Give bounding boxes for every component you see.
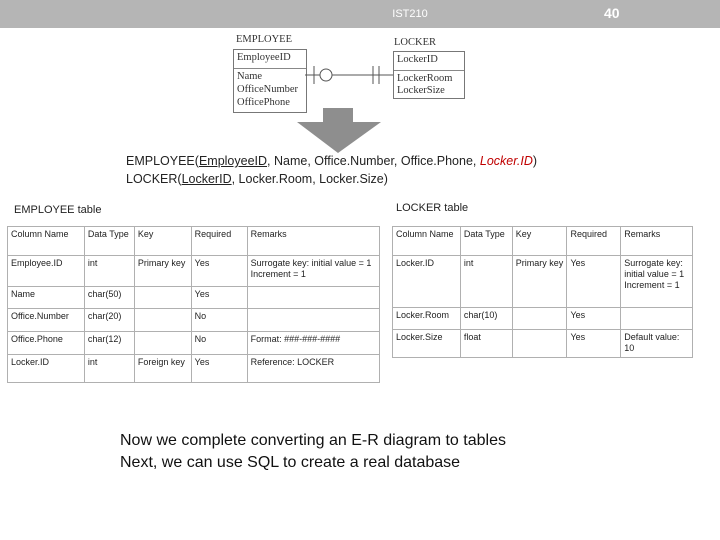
table-header-cell: Remarks [247, 227, 379, 256]
table-cell: char(20) [84, 309, 134, 332]
table-cell: float [460, 330, 512, 358]
locker-entity-key: LockerID [397, 54, 438, 65]
table-cell: Office.Number [8, 309, 85, 332]
table-cell: Employee.ID [8, 256, 85, 287]
course-code: IST210 [392, 8, 428, 20]
employee-relation [126, 154, 537, 168]
table-row [8, 355, 380, 383]
employee-table-caption: EMPLOYEE table [14, 204, 102, 216]
table-cell: Yes [191, 355, 247, 383]
table-cell [134, 309, 191, 332]
table-header-cell: Required [567, 227, 621, 256]
employee-relation-name: EMPLOYEE( [126, 154, 199, 168]
table-row [393, 256, 693, 308]
table-cell: Locker.Size [393, 330, 461, 358]
table-header-cell: Key [134, 227, 191, 256]
table-cell: Locker.Room [393, 308, 461, 330]
table-cell: Surrogate key: initial value = 1 Increment = 1 [621, 256, 693, 308]
table-row [393, 308, 693, 330]
employee-relation-attributes: , Name, Office.Number, Office.Phone, [267, 154, 480, 168]
table-cell: Surrogate key: initial value = 1 Increment = 1 [247, 256, 379, 287]
table-cell: int [84, 256, 134, 287]
table-cell: Locker.ID [393, 256, 461, 308]
table-cell: int [84, 355, 134, 383]
table-row [8, 287, 380, 309]
table-cell [512, 330, 567, 358]
table-header-cell: Column Name [8, 227, 85, 256]
table-header-cell: Required [191, 227, 247, 256]
employee-entity-attr: Name [237, 71, 263, 82]
table-cell: Yes [191, 287, 247, 309]
summary-line-2: Next, we can use SQL to create a real database [120, 454, 461, 471]
table-cell: No [191, 309, 247, 332]
table-cell: No [191, 332, 247, 355]
table-row [8, 256, 380, 287]
table-header-cell: Data Type [84, 227, 134, 256]
employee-entity-attr: OfficePhone [237, 97, 290, 108]
table-cell: Yes [567, 308, 621, 330]
table-header-row [8, 227, 380, 256]
employee-relation-close: ) [532, 154, 538, 168]
table-cell: int [460, 256, 512, 308]
table-header-cell: Column Name [393, 227, 461, 256]
employee-entity-title: EMPLOYEE [236, 34, 292, 45]
table-cell: Office.Phone [8, 332, 85, 355]
table-cell [134, 287, 191, 309]
locker-entity-attr: LockerSize [397, 85, 445, 96]
table-cell [247, 287, 379, 309]
table-cell [512, 308, 567, 330]
table-header-cell: Remarks [621, 227, 693, 256]
table-cell: Locker.ID [8, 355, 85, 383]
down-arrow-icon [297, 108, 383, 154]
page-number: 40 [604, 5, 620, 21]
locker-relation-name: LOCKER( [126, 172, 182, 186]
summary-text [120, 430, 506, 474]
table-cell: Reference: LOCKER [247, 355, 379, 383]
table-header-cell: Data Type [460, 227, 512, 256]
employee-entity-key: EmployeeID [237, 52, 291, 63]
table-cell: char(50) [84, 287, 134, 309]
table-cell: Yes [567, 330, 621, 358]
employee-table [7, 226, 380, 383]
employee-relation-foreign-key: Locker.ID [479, 154, 533, 168]
locker-table [392, 226, 693, 358]
locker-relation [126, 172, 388, 186]
table-cell: char(12) [84, 332, 134, 355]
table-row [8, 309, 380, 332]
locker-relation-attributes: , Locker.Room, Locker.Size) [231, 172, 388, 186]
employee-entity-attr: OfficeNumber [237, 84, 299, 95]
employee-relation-key: EmployeeID [198, 154, 268, 168]
employee-entity [233, 49, 307, 113]
table-cell: Primary key [134, 256, 191, 287]
table-cell [621, 308, 693, 330]
table-cell: char(10) [460, 308, 512, 330]
summary-line-1: Now we complete converting an E-R diagram to tables [120, 432, 506, 449]
locker-table-caption: LOCKER table [396, 202, 469, 214]
table-cell: Primary key [512, 256, 567, 308]
table-cell: Format: ###-###-#### [247, 332, 379, 355]
locker-relation-key: LockerID [181, 172, 232, 186]
locker-entity-title: LOCKER [394, 37, 436, 48]
table-cell: Foreign key [134, 355, 191, 383]
table-cell: Yes [191, 256, 247, 287]
table-row [8, 332, 380, 355]
table-row [393, 330, 693, 358]
employee-entity-divider [234, 68, 306, 69]
locker-entity-divider [394, 70, 464, 71]
table-cell: Default value: 10 [621, 330, 693, 358]
locker-entity [393, 51, 465, 99]
slide-header-bar [0, 0, 720, 28]
table-header-row [393, 227, 693, 256]
table-cell: Yes [567, 256, 621, 308]
table-header-cell: Key [512, 227, 567, 256]
locker-entity-attr: LockerRoom [397, 73, 453, 84]
table-cell: Name [8, 287, 85, 309]
table-cell [134, 332, 191, 355]
table-cell [247, 309, 379, 332]
